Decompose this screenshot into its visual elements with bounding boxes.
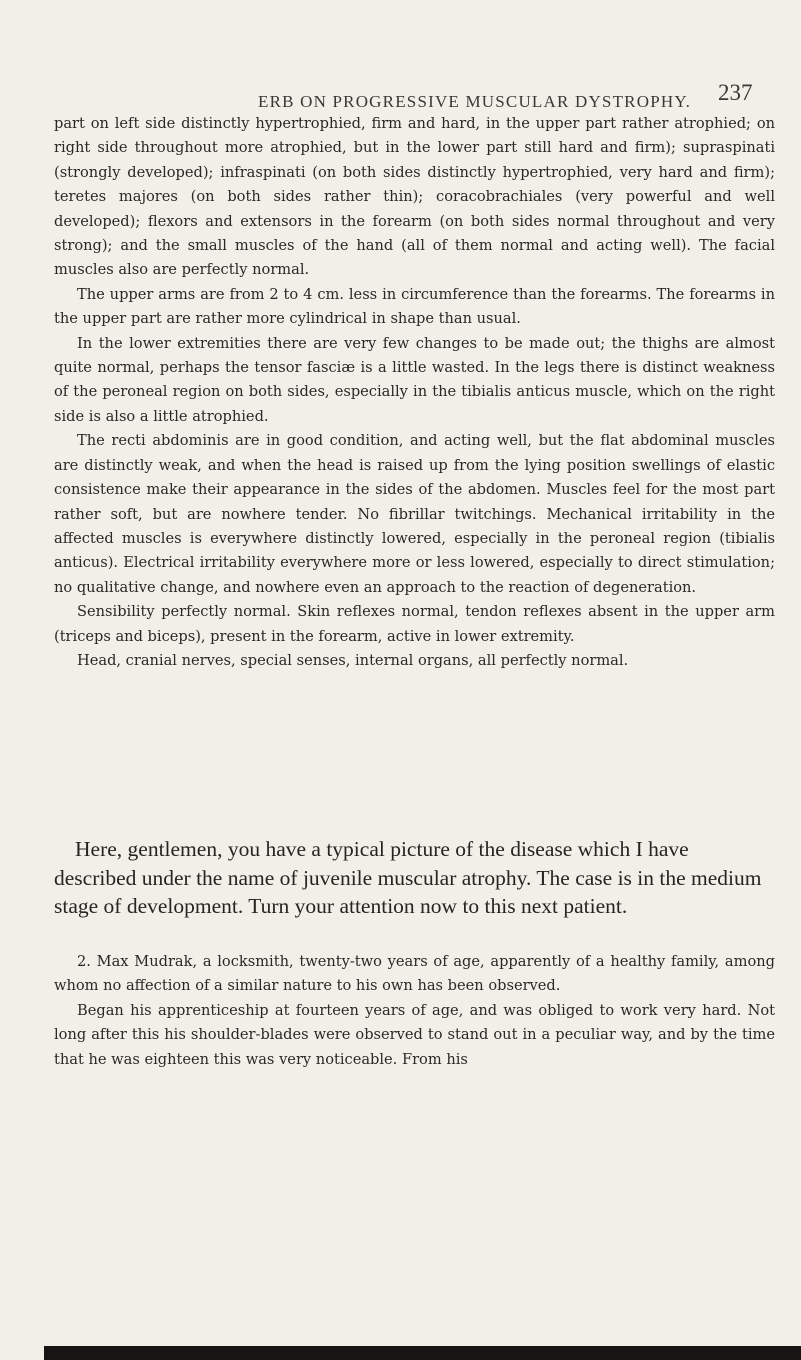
lecture-remark [54,835,775,921]
paragraph: The recti abdominis are in good condition, and acting well, but the flat abdominal muscles are distinctly weak, and when the head is raised up from the lying position swellings of elastic consistence make their appearance in the sides of the abdomen. Muscles feel for the most part rather soft, but are nowhere tender. No fibrillar twitchings. Mechanical irritability in the affected muscles is everywhere distinctly lowered, especially in the peroneal region (tibialis anticus). Electrical irritability everywhere more or less lowered, especially to direct stimulation; no qualitative change, and nowhere even an approach to the reaction of degeneration. [54,432,775,596]
paragraph: 2. Max Mudrak, a locksmith, twenty-two years of age, apparently of a healthy family, among whom no affection of a similar nature to his own has been observed. [54,953,775,995]
paragraph: In the lower extremities there are very few changes to be made out; the thighs are almost quite normal, perhaps the tensor fasciæ is a little wasted. In the legs there is distinct weakness of the peroneal region on both sides, especially in the tibialis anticus muscle, which on the right side is also a little atrophied. [54,334,775,425]
page-number: 237 [718,80,753,105]
paragraph: Sensibility perfectly normal. Skin reflexes normal, tendon reflexes absent in the upper arm (triceps and biceps), present in the forearm, active in lower extremity. [54,603,775,645]
case-two-notes [54,950,775,1072]
lecture-paragraph: Here, gentlemen, you have a typical picture of the disease which I have described under the name of juvenile muscular atrophy. The case is in the medium stage of development. Turn your attention now to this next patient. [54,837,762,918]
running-head: ERB ON PROGRESSIVE MUSCULAR DYSTROPHY. [258,92,692,111]
paragraph: Head, cranial nerves, special senses, internal organs, all perfectly normal. [77,651,629,669]
case-one-notes [54,112,775,673]
paragraph: The upper arms are from 2 to 4 cm. less in circumference than the forearms. The forearms in the upper part are rather more cylindrical in shape than usual. [54,285,775,328]
scan-edge-shadow [44,1346,801,1360]
paragraph: part on left side distinctly hypertrophied, firm and hard, in the upper part rather atrophied; on right side throughout more atrophied, but in the lower part still hard and firm); supraspinati (strongly developed); infraspinati (on both sides distinctly hypertrophied, very hard and firm); teretes majores (on both sides rather thin); coracobrachiales (very powerful and well developed); flexors and extensors in the forearm (on both sides normal throughout and very strong); and the small muscles of the hand (all of them normal and acting well). The facial muscles also are perfectly normal. [54,115,775,279]
paragraph: Began his apprenticeship at fourteen years of age, and was obliged to work very hard. Not long after this his shoulder-blades were observed to stand out in a peculiar way, and by the time that he was eighteen this was very noticeable. From his [54,1001,775,1068]
